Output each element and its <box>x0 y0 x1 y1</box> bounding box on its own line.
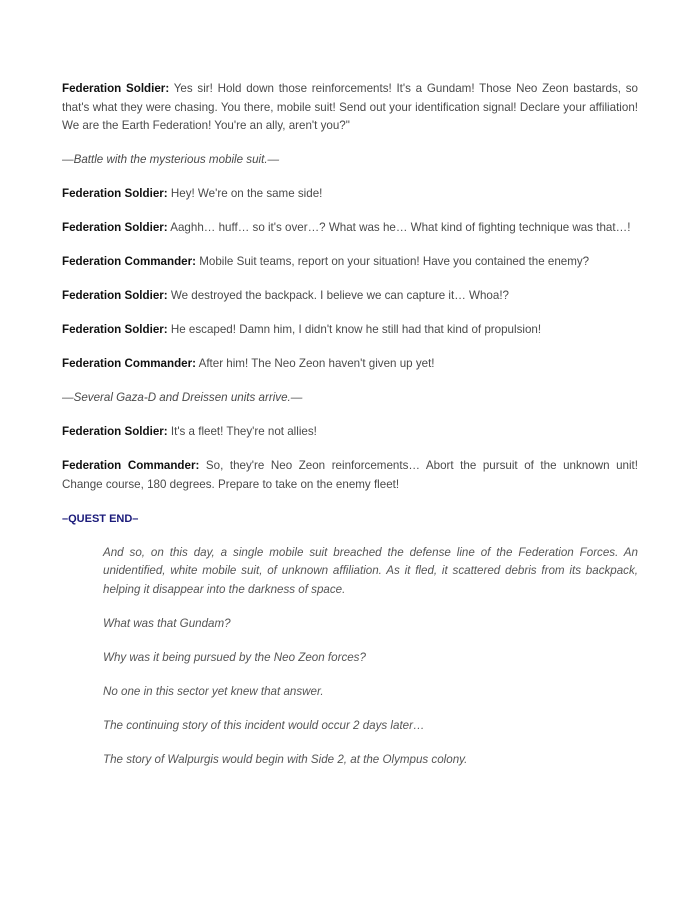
epilogue-paragraph: No one in this sector yet knew that answer. <box>103 684 324 698</box>
dialogue-line <box>62 423 638 442</box>
dialogue-line <box>62 355 638 374</box>
dialogue-line <box>62 287 638 306</box>
epilogue-paragraph: Why was it being pursued by the Neo Zeon forces? <box>103 650 366 664</box>
dialogue-line <box>62 253 638 272</box>
speaker: Federation Soldier: <box>62 323 168 337</box>
epilogue-block <box>103 544 638 770</box>
line-text: Hey! We're on the same side! <box>167 187 323 201</box>
speaker: Federation Commander: <box>62 459 200 473</box>
narration: —Battle with the mysterious mobile suit.— <box>62 153 280 167</box>
speaker: Federation Soldier: <box>62 221 168 235</box>
dialogue-line <box>62 185 638 204</box>
speaker: Federation Soldier: <box>62 289 168 303</box>
dialogue-line <box>62 219 638 238</box>
speaker: Federation Soldier: <box>62 425 168 439</box>
quest-end-heading: –QUEST END– <box>62 512 139 525</box>
speaker: Federation Commander: <box>62 255 196 269</box>
line-text: So, they're Neo Zeon reinforcements… Abort the pursuit of the unknown unit! Change course, 180 degrees. Prepare to take on the enemy fleet! <box>62 459 638 491</box>
epilogue-paragraph: The continuing story of this incident would occur 2 days later… <box>103 718 425 732</box>
dialogue-line <box>62 457 638 494</box>
line-text: He escaped! Damn him, I didn't know he still had that kind of propulsion! <box>167 323 542 337</box>
speaker: Federation Commander: <box>62 357 196 371</box>
dialogue-line <box>62 321 638 340</box>
document-page <box>62 80 638 785</box>
speaker: Federation Soldier: <box>62 82 170 95</box>
epilogue-paragraph: And so, on this day, a single mobile suit breached the defense line of the Federation Forces. An unidentified, white mobile suit, of unknown affiliation. As it fled, it scattered debris from its backpack, helping it disappear into the darkness of space. <box>103 545 638 596</box>
dialogue-line <box>62 80 638 136</box>
narration: —Several Gaza-D and Dreissen units arrive.— <box>62 391 303 405</box>
line-text: Yes sir! Hold down those reinforcements! It's a Gundam! Those Neo Zeon bastards, so that's what they were chasing. You there, mobile suit! Send out your identification signal! Declare your affiliation! We are the Earth Federation! You're an ally, aren't you?" <box>62 82 638 133</box>
line-text: We destroyed the backpack. I believe we can capture it… Whoa!? <box>167 289 509 303</box>
epilogue-paragraph: The story of Walpurgis would begin with Side 2, at the Olympus colony. <box>103 752 468 766</box>
line-text: After him! The Neo Zeon haven't given up yet! <box>196 357 435 371</box>
line-text: Mobile Suit teams, report on your situation! Have you contained the enemy? <box>196 255 590 269</box>
speaker: Federation Soldier: <box>62 187 168 201</box>
line-text: Aaghh… huff… so it's over…? What was he… What kind of fighting technique was that…! <box>167 221 631 235</box>
line-text: It's a fleet! They're not allies! <box>167 425 317 439</box>
epilogue-paragraph: What was that Gundam? <box>103 616 231 630</box>
